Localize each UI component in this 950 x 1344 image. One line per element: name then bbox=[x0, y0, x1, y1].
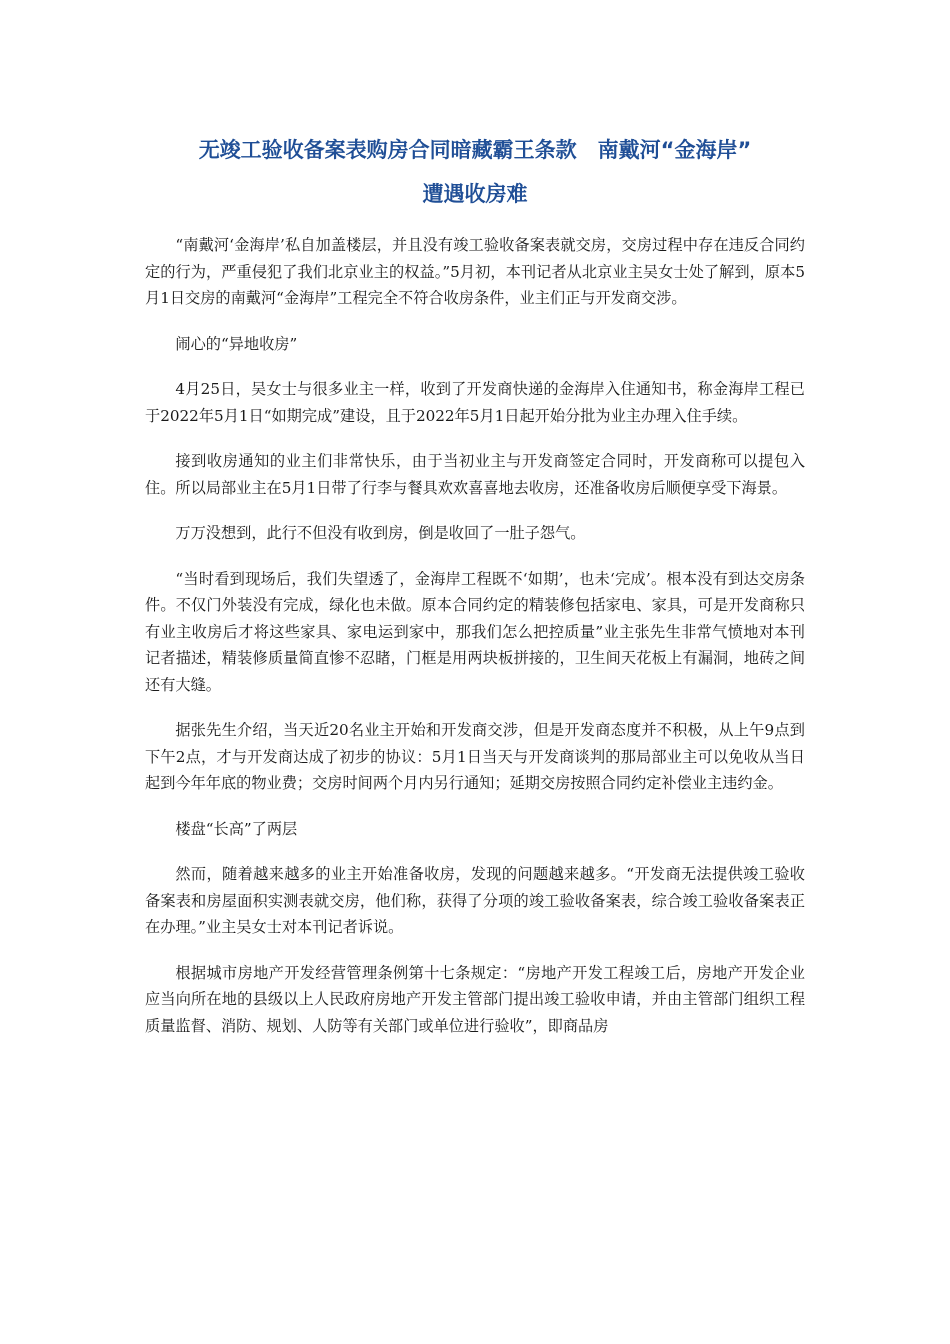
title-line-2: 遭遇收房难 bbox=[422, 182, 528, 206]
paragraph: 万万没想到，此行不但没有收到房，倒是收回了一肚子怨气。 bbox=[175, 524, 586, 542]
section-heading-extra-floors: 楼盘“长高”了两层 bbox=[175, 819, 298, 838]
paragraph: 接到收房通知的业主们非常快乐，由于当初业主与开发商签定合同时，开发商称可以提包入住。所以局部业主在5月1日带了行李与餐具欢欢喜喜地去收房，还准备收房后顺便享受下海景。 bbox=[145, 452, 805, 497]
article bbox=[145, 128, 805, 1058]
section-heading-remote-handover: 闹心的“异地收房” bbox=[175, 334, 298, 353]
title-line-1: 无竣工验收备案表购房合同暗藏霸王条款 南戴河“金海岸” bbox=[198, 138, 752, 162]
paragraph: 然而，随着越来越多的业主开始准备收房，发现的问题越来越多。“开发商无法提供竣工验收备案表和房屋面积实测表就交房，他们称，获得了分项的竣工验收备案表，综合竣工验收备案表正在办理。”业主吴女士对本刊记者诉说。 bbox=[145, 865, 805, 936]
paragraph: 据张先生介绍，当天近20名业主开始和开发商交涉，但是开发商态度并不积极，从上午9点到下午2点，才与开发商达成了初步的协议：5月1日当天与开发商谈判的那局部业主可以免收从当日起到今年年底的物业费；交房时间两个月内另行通知；延期交房按照合同约定补偿业主违约金。 bbox=[145, 721, 805, 792]
article-title bbox=[145, 128, 805, 216]
paragraph-intro: “南戴河‘金海岸’私自加盖楼层，并且没有竣工验收备案表就交房，交房过程中存在违反合同约定的行为，严重侵犯了我们北京业主的权益。”5月初，本刊记者从北京业主吴女士处了解到，原本5月1日交房的南戴河“金海岸”工程完全不符合收房条件，业主们正与开发商交涉。 bbox=[145, 236, 805, 307]
paragraph: “当时看到现场后，我们失望透了，金海岸工程既不‘如期’，也未‘完成’。根本没有到达交房条件。不仅门外装没有完成，绿化也未做。原本合同约定的精装修包括家电、家具，可是开发商称只有业主收房后才将这些家具、家电运到家中，那我们怎么把控质量”业主张先生非常气愤地对本刊记者描述，精装修质量简直惨不忍睹，门框是用两块板拼接的，卫生间天花板上有漏洞，地砖之间还有大缝。 bbox=[145, 569, 805, 694]
paragraph: 4月25日，吴女士与很多业主一样，收到了开发商快递的金海岸入住通知书，称金海岸工程已于2022年5月1日“如期完成”建设，且于2022年5月1日起开始分批为业主办理入住手续。 bbox=[145, 380, 805, 425]
paragraph: 根据城市房地产开发经营管理条例第十七条规定：“房地产开发工程竣工后，房地产开发企业应当向所在地的县级以上人民政府房地产开发主管部门提出竣工验收申请，并由主管部门组织工程质量监督、消防、规划、人防等有关部门或单位进行验收”，即商品房 bbox=[145, 963, 805, 1035]
